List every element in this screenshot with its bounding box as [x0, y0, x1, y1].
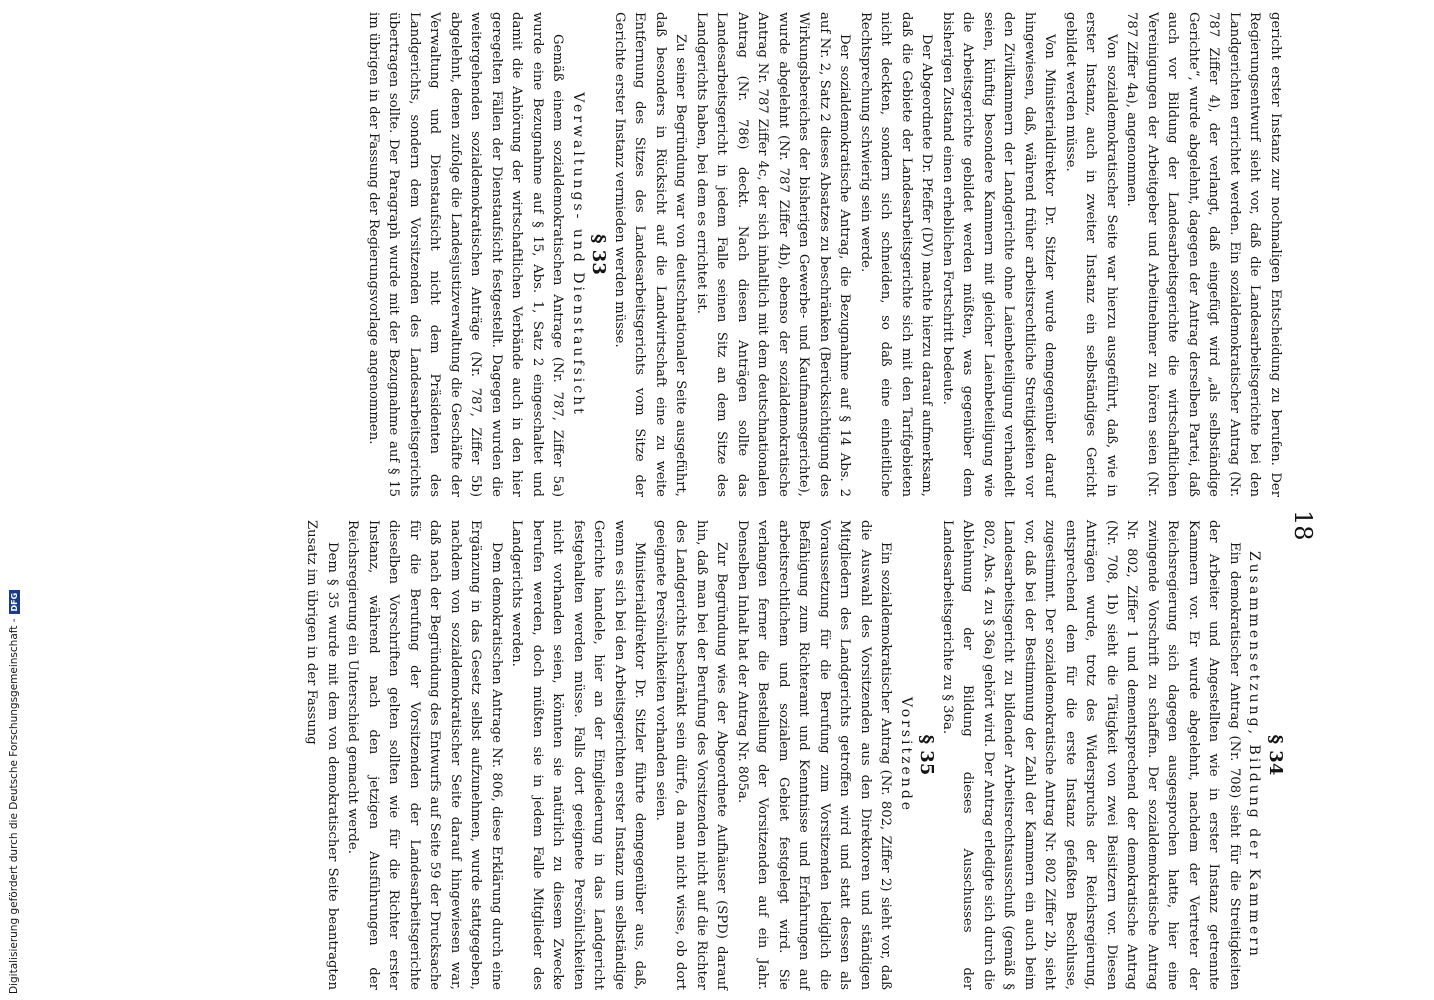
paragraph: Der Abgeordnete Dr. Pfeffer (DV) machte hierzu darauf aufmerksam, daß die Gebiete der Landesarbeitsgerichte sich mit den Tarifgebieten nicht deckten, sondern sich schneiden, so daß eine einheitliche Rechtsprechung schwierig sein werde. — [858, 12, 935, 497]
page-number: 18 — [1289, 510, 1317, 541]
paragraph: gericht erster Instanz zur nochmaligen Entscheidung zu berufen. Der Regierungsentwurf sieht vor, daß die Landesarbeitsgerichte bei den Landgerichten errichtet werden. Ein sozialdemokratischer Antrag (Nr. 787 Ziffer 4), der verlangt, daß eingefügt wird „als selbständige Gerichte“, wurde abgelehnt, dagegen der Antrag derselben Partei, daß auch vor Bildung der Landesarbeitsgerichte die wirtschaftlichen Vereinigungen der Arbeitgeber und Arbeitnehmer zu hören seien (Nr. 787 Ziffer 4a), angenommen. — [1124, 12, 1283, 497]
paragraph: Zur Begründung wies der Abgeordnete Aufhäuser (SPD) darauf hin, daß man bei der Berufung des Vorsitzenden nicht auf die Richter des Landgerichts beschränkt sein dürfe, da man nicht wisse, ob dort geeignete Persönlichkeiten vorhanden seien. — [653, 520, 730, 990]
paragraph: Ein demokratischer Antrag (Nr. 708) sieht für die Streitigkeiten der Arbeiter und Angestellten wie in erster Instanz getrennte Kammern vor. Er wurde abgelehnt, nachdem der Vertreter der Reichsregierung sich dagegen ausgesprochen hatte, hier eine zwingende Vorschrift zu schaffen. Der sozialdemokratische Antrag Nr. 802, Ziffer 1 und dementsprechend der demokratische Antrag (Nr. 708, 1b) sieht die Tätigkeit von zwei Beisitzern vor. Diesen Anträgen wurde, trotz des Widerspruchs der Reichsregierung, entsprechend dem für die erste Instanz gefaßten Beschlusse, zugestimmt. Der sozialdemokratische Antrag Nr. 802 Ziffer 2b, sieht vor, daß bei der Bestimmung der Zahl der Kammern ein auch beim Landesarbeitsgericht zu bildender Arbeitsrechtsausschuß (gemäß § 802, Abs. 4 zu § 36a) gehört wird. Der Antrag erledigte sich durch die Ablehnung der Bildung dieses Ausschusses der Landesarbeitsgerichte zu § 36a. — [940, 520, 1242, 990]
section-35-heading: § 35 — [916, 734, 938, 776]
paragraph: Der sozialdemokratische Antrag, die Bezugnahme auf § 14 Abs. 2 auf Nr. 2, Satz 2 dieses Absatzes zu beschränken (Berücksichtigung des Wirkungsbereiches der bisherigen Gewerbe- und Kaufmannsgerichte), wurde abgelehnt (Nr. 787 Ziffer 4b), ebenso der sozialdemokratische Antrag Nr. 787 Ziffer 4c, der sich inhaltlich mit dem deutschnationalen Antrag (Nr. 786) deckt. Nach diesen Anträgen sollte das Landesarbeitsgericht in jedem Falle seinen Sitz an dem Sitze des Landgerichts haben, bei dem es errichtet ist. — [694, 12, 853, 497]
paragraph: Ministerialdirektor Dr. Sitzler führte demgegenüber aus, daß, wenn es sich bei den Arbeitsgerichten erster Instanz um selbständige Gerichte handele, hier an der Eingliederung in das Landgericht festgehalten werden müsse. Falls dort geeignete Persönlichkeiten nicht vorhanden seien, könnten sie natürlich zu diesem Zwecke berufen werden, doch müßten sie in jedem Falle Mitglieder des Landgerichts werden. — [509, 520, 648, 990]
paragraph: Dem demokratischen Antrage Nr. 806, diese Erklärung durch eine Ergänzung in das Gesetz selbst aufzunehmen, wurde stattgegeben, nachdem von sozialdemokratischer Seite darauf hingewiesen war, daß nach der Begründung des Entwurfs auf Seite 59 der Drucksache für die Berufung der Vorsitzenden der Landesarbeitsgerichte dieselben Vorschriften gelten sollten wie für die Richter erster Instanz, während nach den jetzigen Ausführungen der Reichsregierung ein Unterschied gemacht werde. — [345, 520, 504, 990]
section-33-subheading: Verwaltungs- und Dienstaufsicht — [570, 92, 586, 417]
scanned-page — [25, 0, 1325, 1000]
right-column — [301, 520, 1285, 990]
paragraph: Gemäß einem sozialdemokratischen Antrage (Nr. 787, Ziffer 5a) wurde eine Bezugnahme auf § 15, Abs. 1, Satz 2 eingeschaltet und damit die Anhörung der wirtschaftlichen Verbände auch in den hier geregelten Fällen der Dienstaufsicht festgestellt. Dagegen wurden die weitergehenden sozialdemokratischen Anträge (Nr. 787, Ziffer 5b) abgelehnt, denen zufolge die Landesjustizverwaltung die Geschäfte der Verwaltung und Dienstaufsicht nicht dem Präsidenten des Landgerichts, sondern dem Vorsitzenden des Landesarbeitsgerichts übertragen sollte. Der Paragraph wurde mit der Bezugnahme auf § 15 im übrigen in der Fassung der Regierungsvorlage angenommen. — [366, 12, 566, 497]
section-33-heading: § 33 — [588, 234, 610, 275]
dfg-logo: DFG — [9, 590, 20, 615]
paragraph: Dem § 35 wurde mit dem von demokratischer Seite beantragten Zusatz im übrigen in der Fassung — [304, 520, 340, 990]
digitization-footer — [6, 4, 22, 994]
paragraph: Von sozialdemokratischer Seite war hierzu ausgeführt, daß, wie in erster Instanz, auch in zweiter Instanz ein selbständiges Gericht gebildet werden müsse. — [1063, 12, 1119, 497]
section-35-subheading: Vorsitzende — [898, 696, 914, 814]
section-34-subheading: Zusammensetzung, Bildung der Kammern — [1246, 551, 1263, 959]
paragraph: Zu seiner Begründung war von deutschnationaler Seite ausgeführt, daß besonders in Rücksicht auf die Landwirtschaft eine zu weite Entfernung des Sitzes des Landesarbeitsgerichts vom Sitze der Gerichte erster Instanz vermieden werden müsse. — [612, 12, 689, 497]
left-column — [363, 12, 1286, 497]
paragraph: Von Ministerialdirektor Dr. Sitzler wurde demgegenüber darauf hingewiesen, daß, während früher arbeitsrechtliche Streitigkeiten vor den Zivilkammern der Landgerichte ohne Laienbeteiligung verhandelt seien, künftig besondere Kammern mit gleicher Laienbeteiligung wie die Arbeitsgerichte gebildet werden müßten, was gegenüber dem bisherigen Zustand einen erheblichen Fortschritt bedeute. — [940, 12, 1058, 497]
section-34-heading: § 34 — [1265, 734, 1286, 776]
footer-text: Digitalisierung gefördert durch die Deutsche Forschungsgemeinschaft - — [8, 618, 20, 994]
paragraph: Ein sozialdemokratischer Antrag (Nr. 802, Ziffer 2) sieht vor, daß die Auswahl des Vorsitzenden aus den Direktoren und ständigen Mitgliedern des Landgerichts getroffen wird und statt dessen als Voraussetzung für die Berufung zum Vorsitzenden lediglich die Befähigung zum Richteramt und Kenntnisse und Erfahrungen auf arbeitsrechtlichem und sozialem Gebiet festgelegt wird. Sie verlangen ferner die Bestellung der Vorsitzenden auf ein Jahr. Denselben Inhalt hat der Antrag Nr. 805a. — [735, 520, 894, 990]
